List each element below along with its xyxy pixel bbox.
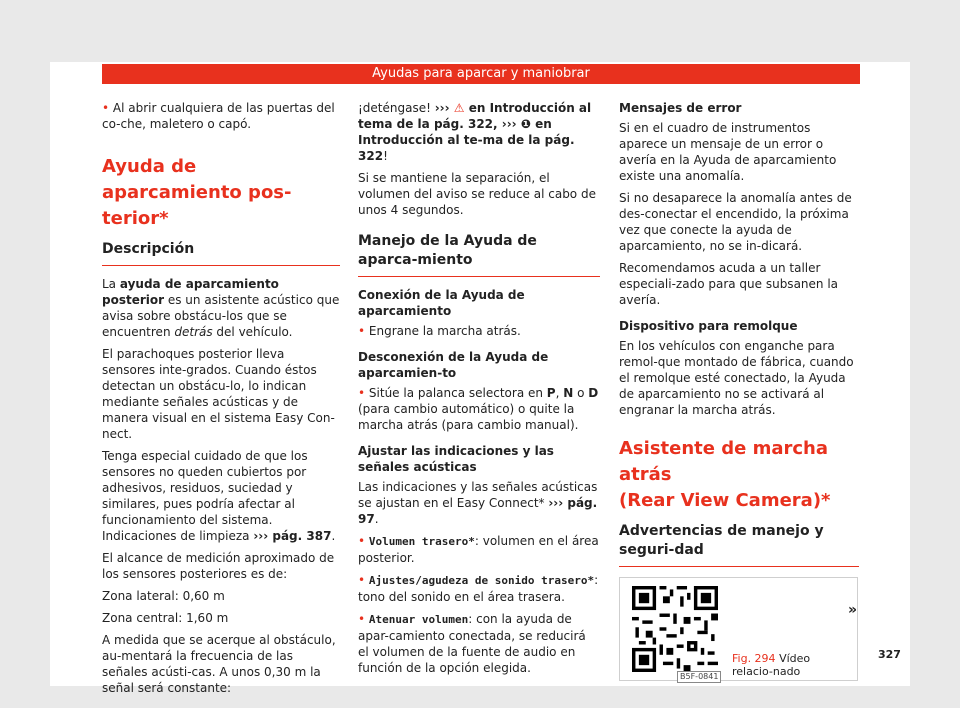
option-label: Atenuar volumen	[368, 613, 469, 626]
text: Tenga especial cuidado de que los sensores no queden cubiertos por adhesivos, residuos, suciedad y similares, pues podría afectar al funcionamiento del sistema. Indicaciones de limpieza	[102, 449, 308, 543]
paragraph-trailer: En los vehículos con enganche para remol-que montado de fábrica, cuando el remolque esté conectado, la Ayuda de aparcamiento no se activará al engranar la marcha atrás.	[619, 339, 854, 417]
figure-code: B5F-0841	[677, 671, 721, 683]
section-title-line1: Asistente de marcha atrás	[619, 438, 829, 485]
figure-video	[619, 577, 858, 681]
text: ¡deténgase!	[358, 101, 435, 115]
italic-term: detrás	[174, 325, 213, 339]
info-icon: ❶	[520, 117, 531, 131]
text: Sitúe la palanca selectora en	[368, 386, 547, 400]
section-title-line2: (Rear View Camera)*	[619, 490, 831, 511]
warning-icon: ⚠	[453, 101, 465, 115]
paragraph-stop	[358, 100, 600, 164]
subsection-title-warnings: Advertencias de manejo y seguri-dad	[619, 522, 859, 567]
text: (para cambio automático) o quite la marcha atrás (para cambio manual).	[358, 402, 579, 432]
heading-disconnect: Desconexión de la Ayuda de aparcamien-to	[358, 350, 549, 380]
text: !	[383, 149, 388, 163]
option-rear-volume	[358, 533, 600, 566]
paragraph-range: El alcance de medición aproximado de los sensores posteriores es de:	[102, 551, 335, 581]
page-reference-link[interactable]: ››› pág. 387	[253, 529, 332, 543]
paragraph-sensors: El parachoques posterior lleva sensores inte-grados. Cuando éstos detectan un obstácu-lo, lo indican mediante señales acústicas y de manera visual en el sistema Easy Con-nect.	[102, 347, 335, 441]
text: es un asistente acústico que avisa sobre obstácu-los que se encuentren	[102, 293, 340, 339]
bullet-doors: • Al abrir cualquiera de las puertas del co-che, maletero o capó.	[102, 100, 340, 132]
section-title-rear-view	[619, 436, 859, 514]
section-title-line2: terior*	[102, 208, 169, 229]
paragraph-error-3: Recomendamos acuda a un taller especiali-zado para que subsanen la avería.	[619, 261, 839, 307]
bold-term: ayuda de aparcamiento posterior	[102, 277, 279, 307]
option-label: Ajustes/agudeza de sonido trasero*	[368, 574, 595, 587]
gear-N: N	[563, 386, 574, 400]
heading-error-messages: Mensajes de error	[619, 101, 742, 115]
paragraph-error-1: Si en el cuadro de instrumentos aparece un mensaje de un error o avería en la Ayuda de aparcamiento existe una anomalía.	[619, 121, 837, 183]
figure-caption-text: Vídeo relacio-nado	[732, 652, 811, 678]
gear-D: D	[588, 386, 599, 400]
text: ›››	[434, 101, 450, 115]
page-number: 327	[878, 648, 901, 661]
qr-code-icon[interactable]	[632, 586, 718, 672]
page-reference-link[interactable]: ››› pág. 97	[358, 496, 598, 526]
section-title-line1: Ayuda de aparcamiento pos-	[102, 156, 292, 203]
text: en Introducción al te-ma de la pág. 322	[358, 117, 575, 163]
heading-adjust: Ajustar las indicaciones y las señales acústicas	[358, 444, 554, 474]
text: ,	[555, 386, 564, 400]
page-header: Ayudas para aparcar y maniobrar	[102, 64, 860, 84]
column-2	[358, 100, 600, 682]
continue-arrow-icon: »	[848, 602, 858, 618]
text: .	[374, 512, 379, 526]
option-rear-pitch	[358, 572, 600, 605]
text: .	[331, 529, 336, 543]
figure-caption	[732, 652, 848, 678]
column-3	[619, 100, 859, 681]
gear-P: P	[546, 386, 556, 400]
paragraph-volume-reduce: Si se mantiene la separación, el volumen del aviso se reduce al cabo de unos 4 segundos.	[358, 171, 596, 217]
section-title-rear-parking	[102, 154, 340, 232]
zone-lateral: Zona lateral: 0,60 m	[102, 589, 225, 603]
text: del vehículo.	[212, 325, 293, 339]
text: : con la ayuda de apar-camiento conectada, se reducirá el volumen de la fuente de audio en función de la opción elegida.	[358, 612, 586, 675]
text: : volumen en el área posterior.	[358, 534, 599, 565]
zone-central: Zona central: 1,60 m	[102, 611, 229, 625]
figure-label: Fig. 294	[732, 652, 776, 665]
text: La	[102, 277, 120, 291]
bullet-selector	[358, 385, 600, 433]
bullet-reverse: • Engrane la marcha atrás.	[358, 323, 600, 339]
paragraph-cleaning	[102, 448, 340, 544]
text: o	[573, 386, 589, 400]
subsection-title-handling: Manejo de la Ayuda de aparca-miento	[358, 232, 600, 277]
heading-connect: Conexión de la Ayuda de aparcamiento	[358, 288, 525, 318]
text: en Introducción al tema de la pág. 322, ›››	[358, 101, 592, 131]
text: : tono del sonido en el área trasera.	[358, 573, 599, 604]
paragraph-intro	[102, 276, 340, 340]
heading-trailer: Dispositivo para remolque	[619, 319, 798, 333]
paragraph-easy-connect	[358, 479, 600, 527]
column-1	[102, 100, 340, 702]
paragraph-error-2: Si no desaparece la anomalía antes de des-conectar el encendido, la próxima vez que conecte la ayuda de aparcamiento, no se in-dicará.	[619, 191, 852, 253]
subsection-title-description: Descripción	[102, 240, 340, 266]
paragraph-frequency: A medida que se acerque al obstáculo, au-mentará la frecuencia de las señales acústi-cas. A unos 0,30 m la señal será constante:	[102, 633, 336, 695]
text: Las indicaciones y las señales acústicas se ajustan en el Easy Connect*	[358, 480, 598, 510]
option-label: Volumen trasero*	[368, 535, 475, 548]
option-attenuate	[358, 611, 600, 676]
